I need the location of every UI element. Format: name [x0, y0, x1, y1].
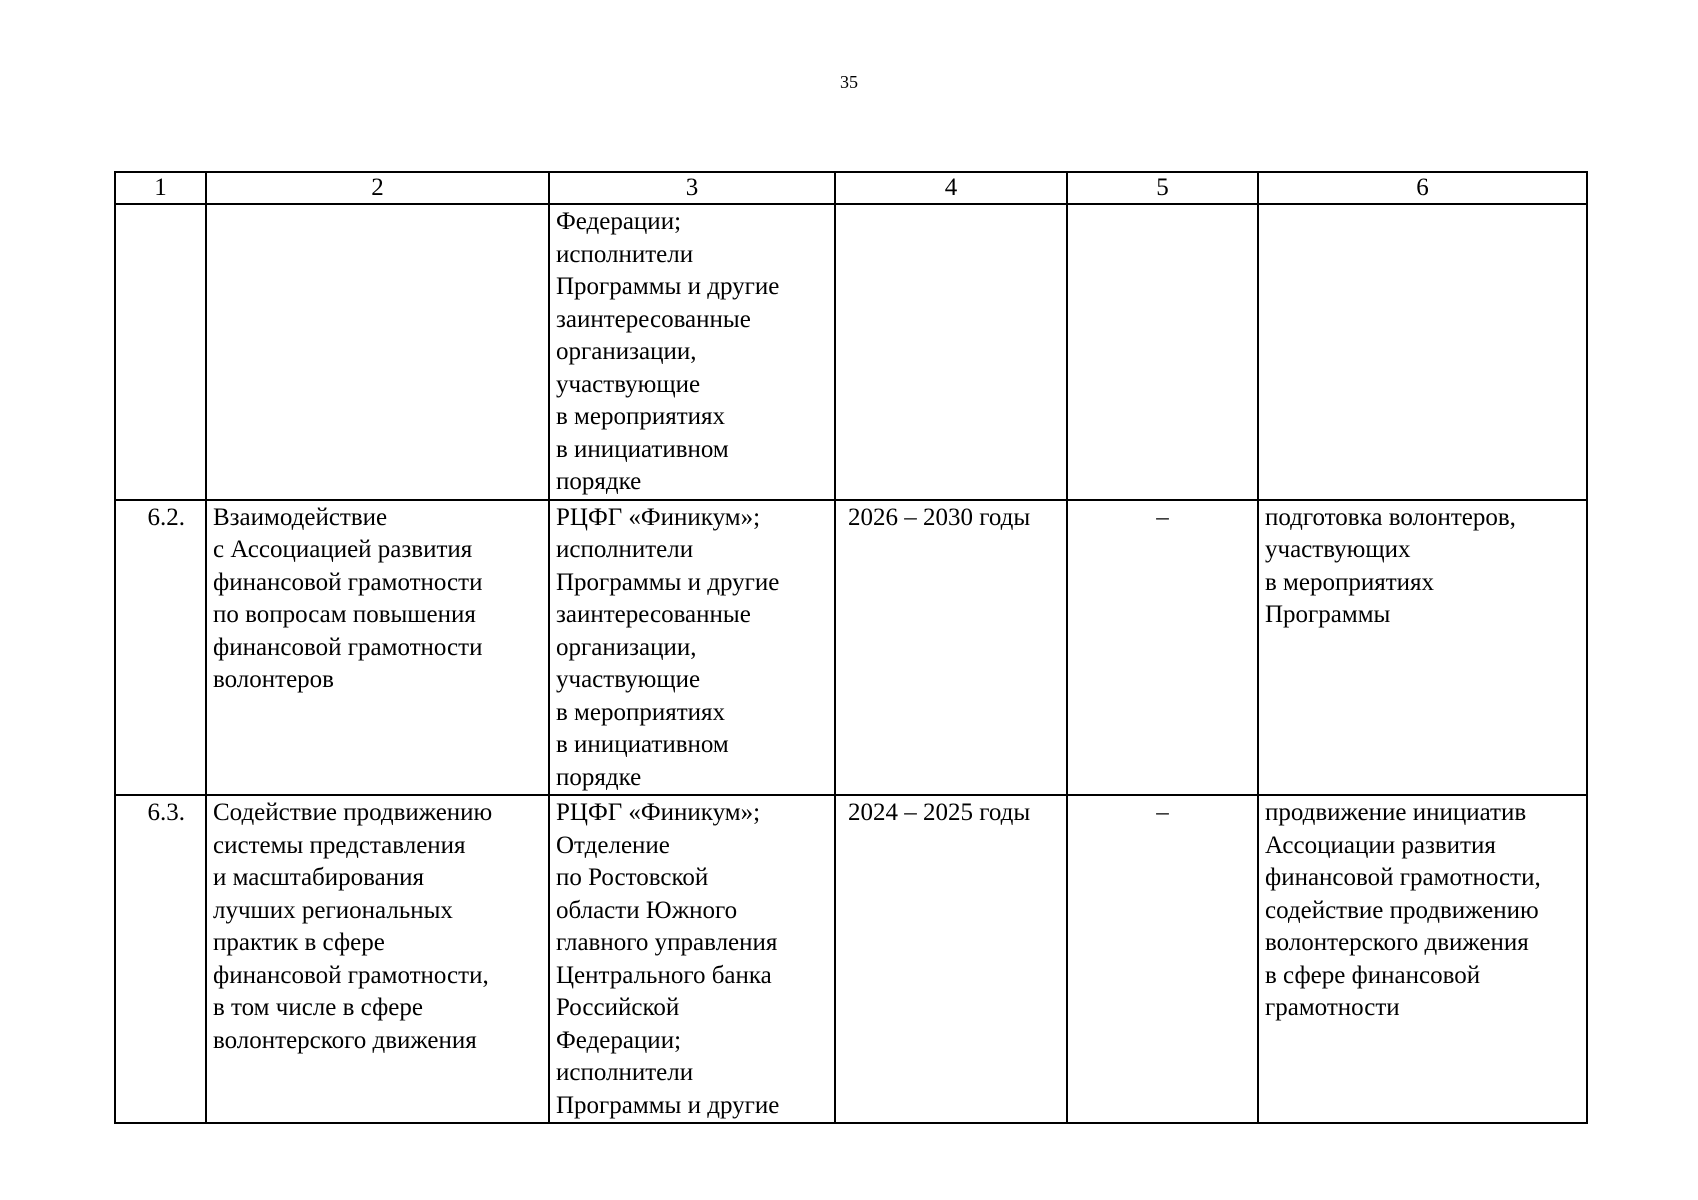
period-cell: 2026 – 2030 годы [835, 500, 1067, 796]
executors-cell: Федерации; исполнители Программы и другие заинтересованные организации, участвующие в мероприятиях в инициативном порядке [549, 204, 835, 500]
executors-cell: РЦФГ «Финикум»; исполнители Программы и другие заинтересованные организации, участвующие в мероприятиях в инициативном порядке [549, 500, 835, 796]
executors-cell: РЦФГ «Финикум»; Отделение по Ростовской области Южного главного управления Центрального банка Российской Федерации; исполнители Программы и другие [549, 795, 835, 1123]
row-number-cell: 6.2. [115, 500, 206, 796]
table-row [115, 795, 1587, 1123]
column-header-4: 4 [835, 172, 1067, 204]
table-row [115, 204, 1587, 500]
result-cell: подготовка волонтеров, участвующих в мероприятиях Программы [1258, 500, 1587, 796]
column-header-6: 6 [1258, 172, 1587, 204]
activity-cell: Взаимодействие с Ассоциацией развития финансовой грамотности по вопросам повышения финансовой грамотности волонтеров [206, 500, 549, 796]
period-cell [835, 204, 1067, 500]
result-cell [1258, 204, 1587, 500]
financing-cell [1067, 204, 1258, 500]
activity-cell [206, 204, 549, 500]
table-row [115, 500, 1587, 796]
activities-table [114, 171, 1588, 1124]
table-header-row [115, 172, 1587, 204]
row-number-cell [115, 204, 206, 500]
column-header-1: 1 [115, 172, 206, 204]
financing-cell: – [1067, 795, 1258, 1123]
column-header-3: 3 [549, 172, 835, 204]
page-number: 35 [840, 72, 858, 92]
column-header-5: 5 [1067, 172, 1258, 204]
result-cell: продвижение инициатив Ассоциации развития финансовой грамотности, содействие продвижению волонтерского движения в сфере финансовой грамотности [1258, 795, 1587, 1123]
column-header-2: 2 [206, 172, 549, 204]
row-number-cell: 6.3. [115, 795, 206, 1123]
activity-cell: Содействие продвижению системы представления и масштабирования лучших региональных практик в сфере финансовой грамотности, в том числе в сфере волонтерского движения [206, 795, 549, 1123]
period-cell: 2024 – 2025 годы [835, 795, 1067, 1123]
financing-cell: – [1067, 500, 1258, 796]
